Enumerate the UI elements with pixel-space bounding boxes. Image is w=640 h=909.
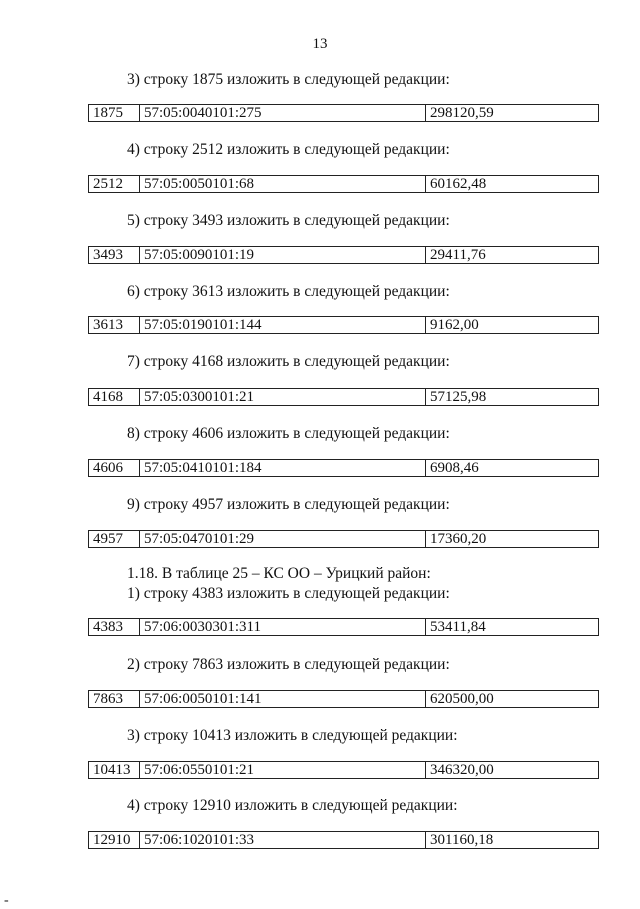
table-row <box>88 104 599 122</box>
row-number-cell: 10413 <box>89 762 140 778</box>
instruction-paragraph: 3) строку 1875 изложить в следующей редакции: <box>127 71 450 88</box>
instruction-paragraph: 5) строку 3493 изложить в следующей редакции: <box>127 212 450 229</box>
instruction-paragraph: 8) строку 4606 изложить в следующей редакции: <box>127 425 450 442</box>
table-row <box>88 175 599 193</box>
table-row <box>88 690 599 708</box>
page-number: 13 <box>312 36 328 52</box>
row-number-cell: 2512 <box>89 176 140 192</box>
instruction-paragraph: 6) строку 3613 изложить в следующей редакции: <box>127 283 450 300</box>
value-cell: 53411,84 <box>430 619 486 635</box>
cadastral-number-cell: 57:05:0050101:68 <box>140 176 426 192</box>
value-cell: 60162,48 <box>430 176 487 192</box>
instruction-paragraph: 4) строку 2512 изложить в следующей редакции: <box>127 141 450 158</box>
row-number-cell: 3493 <box>89 247 140 263</box>
table-row <box>88 459 599 477</box>
table-row <box>88 388 599 406</box>
margin-mark: - <box>4 893 9 908</box>
row-number-cell: 1875 <box>89 105 140 121</box>
instruction-paragraph: 3) строку 10413 изложить в следующей редакции: <box>127 727 458 744</box>
table-row <box>88 246 599 264</box>
table-row <box>88 530 599 548</box>
value-cell: 6908,46 <box>430 460 479 476</box>
instruction-paragraph: 4) строку 12910 изложить в следующей редакции: <box>127 797 458 814</box>
row-number-cell: 3613 <box>89 317 140 333</box>
cadastral-number-cell: 57:05:0040101:275 <box>140 105 426 121</box>
instruction-paragraph: 1) строку 4383 изложить в следующей редакции: <box>127 585 450 602</box>
row-number-cell: 7863 <box>89 691 140 707</box>
cadastral-number-cell: 57:06:0550101:21 <box>140 762 426 778</box>
table-row <box>88 316 599 334</box>
value-cell: 9162,00 <box>430 317 479 333</box>
cadastral-number-cell: 57:06:0030301:311 <box>140 619 426 635</box>
instruction-paragraph: 9) строку 4957 изложить в следующей редакции: <box>127 496 450 513</box>
value-cell: 17360,20 <box>430 531 487 547</box>
table-row <box>88 618 599 636</box>
section-heading: 1.18. В таблице 25 – КС ОО – Урицкий район: <box>127 565 431 582</box>
cadastral-number-cell: 57:06:1020101:33 <box>140 832 426 848</box>
cadastral-number-cell: 57:05:0410101:184 <box>140 460 426 476</box>
cadastral-number-cell: 57:05:0300101:21 <box>140 389 426 405</box>
value-cell: 57125,98 <box>430 389 487 405</box>
table-row <box>88 761 599 779</box>
row-number-cell: 4383 <box>89 619 140 635</box>
cadastral-number-cell: 57:06:0050101:141 <box>140 691 426 707</box>
value-cell: 301160,18 <box>430 832 494 848</box>
row-number-cell: 4957 <box>89 531 140 547</box>
row-number-cell: 12910 <box>89 832 140 848</box>
value-cell: 346320,00 <box>430 762 494 778</box>
cadastral-number-cell: 57:05:0470101:29 <box>140 531 426 547</box>
row-number-cell: 4168 <box>89 389 140 405</box>
row-number-cell: 4606 <box>89 460 140 476</box>
instruction-paragraph: 2) строку 7863 изложить в следующей редакции: <box>127 656 450 673</box>
value-cell: 29411,76 <box>430 247 486 263</box>
cadastral-number-cell: 57:05:0190101:144 <box>140 317 426 333</box>
value-cell: 620500,00 <box>430 691 494 707</box>
value-cell: 298120,59 <box>430 105 494 121</box>
instruction-paragraph: 7) строку 4168 изложить в следующей редакции: <box>127 353 450 370</box>
cadastral-number-cell: 57:05:0090101:19 <box>140 247 426 263</box>
table-row <box>88 831 599 849</box>
